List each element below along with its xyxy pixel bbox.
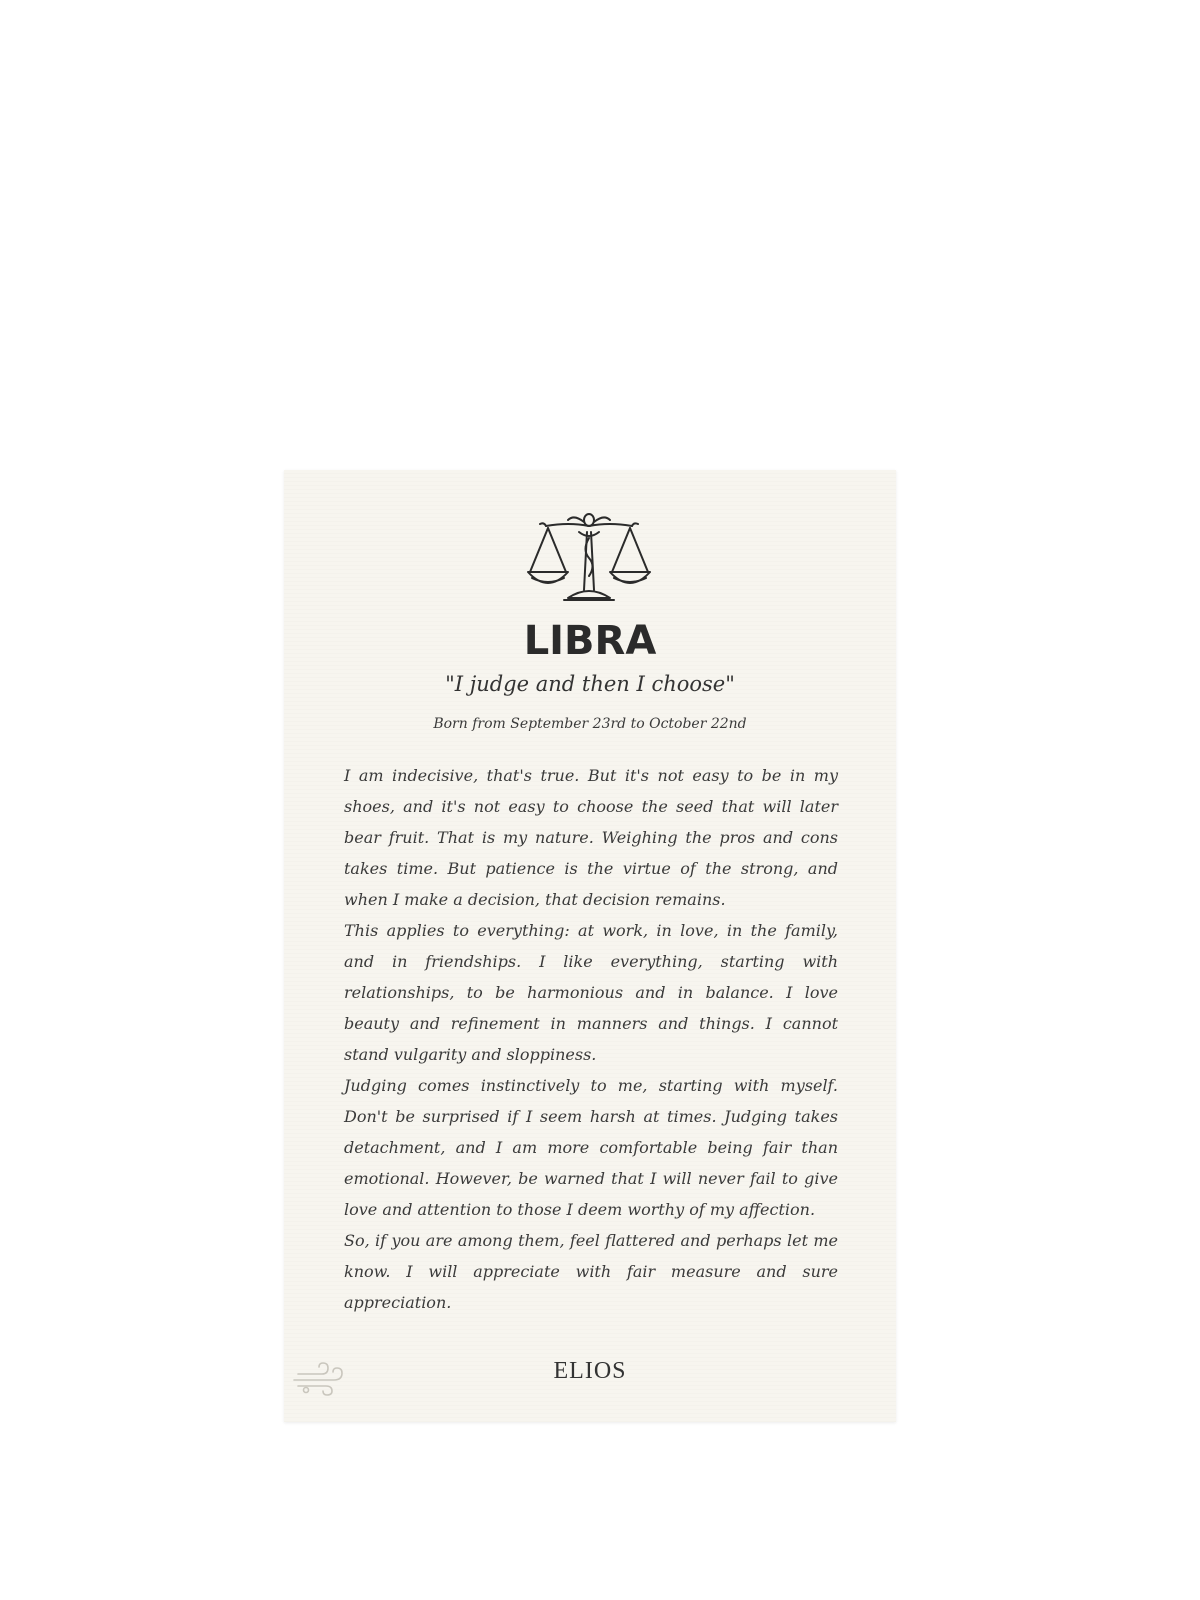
description-paragraph: This applies to everything: at work, in love, in the family, and in friendships. I like everything, starting with relationships, to be harmonious and in balance. I love beauty and refinement in manners and things. I cannot stand vulgarity and sloppiness. — [344, 921, 838, 1064]
sign-title: LIBRA — [523, 618, 657, 664]
description-paragraph: So, if you are among them, feel flattered and perhaps let me know. I will appreciate with fair measure and sure appreciation. — [344, 1231, 838, 1312]
libra-scales-icon — [524, 510, 654, 608]
brand-logo: ELIOS — [553, 1358, 627, 1384]
zodiac-card — [284, 470, 896, 1422]
sign-motto: "I judge and then I choose" — [445, 672, 735, 696]
description-paragraph: Judging comes instinctively to me, starting with myself. Don't be surprised if I seem harsh at times. Judging takes detachment, and I am more comfortable being fair than emotional. However, be warned that I will never fail to give love and attention to those I deem worthy of my affection. — [344, 1076, 838, 1219]
sign-dates: Born from September 23rd to October 22nd — [433, 716, 747, 732]
sign-description — [344, 760, 838, 1318]
description-paragraph: I am indecisive, that's true. But it's not easy to be in my shoes, and it's not easy to choose the seed that will later bear fruit. That is my nature. Weighing the pros and cons takes time. But patience is the virtue of the strong, and when I make a decision, that decision remains. — [344, 766, 838, 909]
